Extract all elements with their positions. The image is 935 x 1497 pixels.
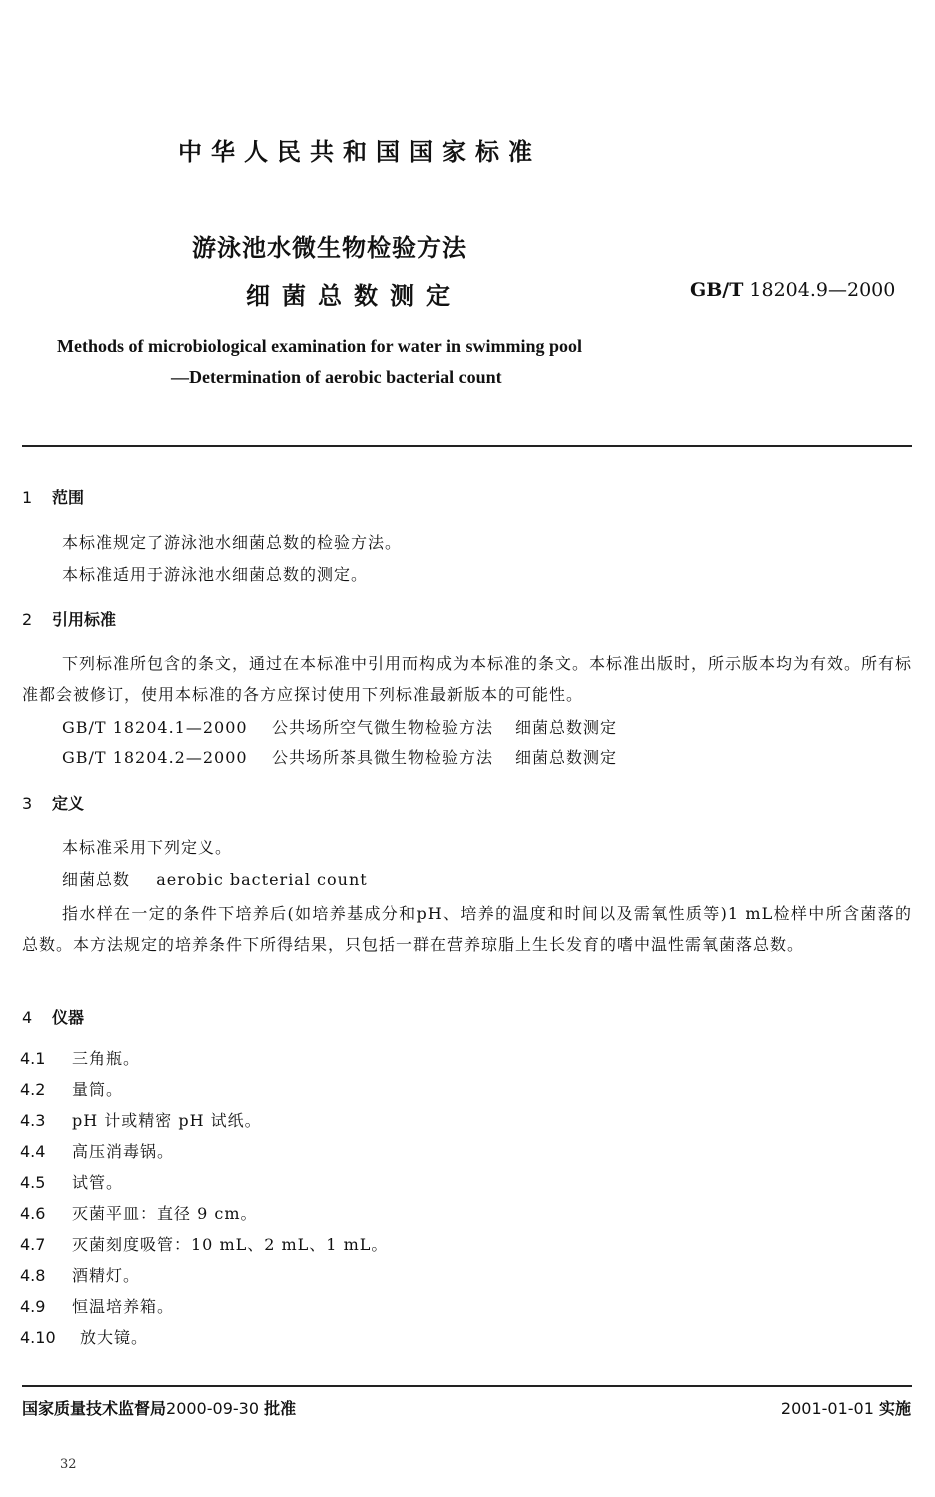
standard-code-number: 18204.9—2000 [749,279,896,301]
item-number: 4.8 [20,1266,46,1285]
section-1-paragraph-2: 本标准适用于游泳池水细菌总数的测定。 [62,565,369,584]
reference-code: GB/T 18204.2—2000 [62,748,248,767]
list-item [20,1263,140,1286]
effective-line [781,1396,911,1419]
top-rule [22,445,912,447]
section-title: 引用标准 [52,610,117,629]
section-3-intro: 本标准采用下列定义。 [62,838,233,857]
item-text: 放大镜。 [80,1328,149,1347]
section-1-paragraph-1: 本标准规定了游泳池水细菌总数的检验方法。 [62,533,403,552]
section-number: 2 [22,610,33,629]
item-text: 试管。 [72,1173,124,1192]
section-3-heading [22,791,84,814]
item-number: 4.9 [20,1297,46,1316]
bottom-rule [22,1385,912,1387]
reference-name: 公共场所茶具微生物检验方法 [272,748,494,767]
item-number: 4.1 [20,1049,46,1068]
approval-date: 2000-09-30 [166,1399,259,1418]
item-text: 灭菌平皿：直径 9 cm。 [72,1204,258,1223]
section-number: 4 [22,1008,33,1027]
item-number: 4.2 [20,1080,46,1099]
item-text: 量筒。 [72,1080,124,1099]
definition-text: 指水样在一定的条件下培养后(如培养基成分和pH、培养的温度和时间以及需氧性质等)1 mL检样中所含菌落的总数。本方法规定的培养条件下所得结果，只包括一群在营养琼脂上生长发育的嗜中温性需氧菌落总数。 [22,904,912,954]
list-item [20,1325,148,1348]
section-1-heading [22,485,84,508]
reference-name: 公共场所空气微生物检验方法 [272,718,494,737]
item-text: 三角瓶。 [72,1049,141,1068]
item-text: 酒精灯。 [72,1266,141,1285]
list-item [20,1108,262,1131]
effective-label: 实施 [878,1399,911,1418]
english-title-line-1: Methods of microbiological examination for water in swimming pool [57,336,582,356]
approval-label: 批准 [264,1399,297,1418]
item-number: 4.10 [20,1328,56,1347]
list-item [20,1294,174,1317]
approval-org: 国家质量技术监督局 [22,1399,167,1418]
item-number: 4.4 [20,1142,46,1161]
page-number: 32 [60,1457,77,1472]
list-item [20,1139,174,1162]
section-number: 3 [22,794,33,813]
list-item [20,1170,123,1193]
section-title: 仪器 [52,1008,85,1027]
definition-term [62,867,368,890]
standard-code [690,279,895,301]
effective-date: 2001-01-01 [780,1399,874,1418]
approval-line [22,1396,296,1419]
item-text: pH 计或精密 pH 试纸。 [72,1111,262,1130]
item-number: 4.6 [20,1204,46,1223]
list-item [20,1232,388,1255]
standard-code-prefix: GB/T [690,279,744,301]
item-text: 高压消毒锅。 [72,1142,175,1161]
section-4-heading [22,1005,84,1028]
reference-row [62,715,617,738]
item-number: 4.3 [20,1111,46,1130]
item-text: 灭菌刻度吸管：10 mL、2 mL、1 mL。 [72,1235,389,1254]
title-line-1: 游泳池水微生物检验方法 [192,234,467,262]
standard-header: 中华人民共和国国家标准 [178,138,541,166]
section-2-heading [22,607,116,630]
title-line-2: 细菌总数测定 [246,282,462,310]
item-text: 恒温培养箱。 [72,1297,175,1316]
section-number: 1 [22,488,33,507]
list-item [20,1201,258,1224]
item-number: 4.7 [20,1235,46,1254]
list-item [20,1046,140,1069]
reference-part: 细菌总数测定 [515,748,618,767]
reference-part: 细菌总数测定 [515,718,618,737]
term-en: aerobic bacterial count [156,870,368,889]
reference-row [62,745,617,768]
list-item [20,1077,123,1100]
section-title: 定义 [52,794,85,813]
english-title-line-2: —Determination of aerobic bacterial count [171,367,502,387]
section-title: 范围 [52,488,85,507]
reference-code: GB/T 18204.1—2000 [62,718,248,737]
section-2-paragraph: 下列标准所包含的条文，通过在本标准中引用而构成为本标准的条文。本标准出版时，所示版本均为有效。所有标准都会被修订，使用本标准的各方应探讨使用下列标准最新版本的可能性。 [22,654,913,704]
item-number: 4.5 [20,1173,46,1192]
term-zh: 细菌总数 [62,870,131,889]
